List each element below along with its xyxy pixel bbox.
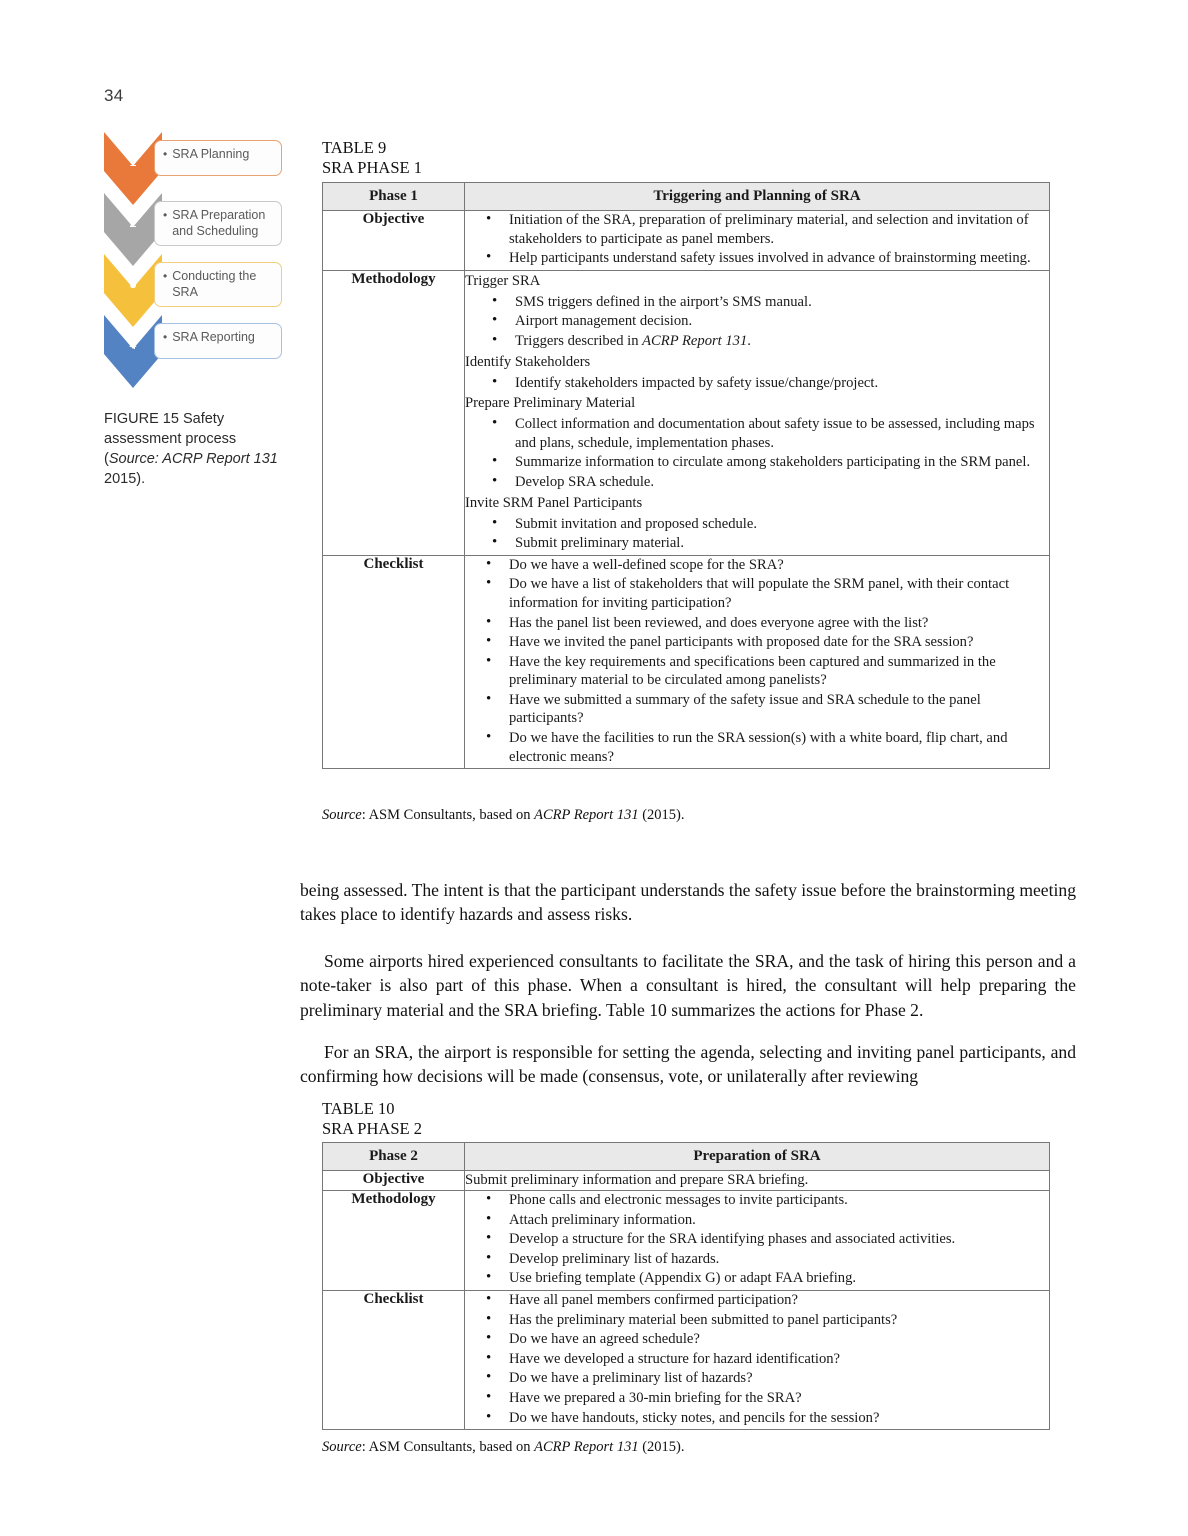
methodology-group-heading: Invite SRM Panel Participants — [465, 494, 643, 511]
bullet-icon: • — [163, 147, 168, 161]
list-item-text: Submit preliminary material. — [515, 535, 685, 552]
figure-caption-prefix: FIGURE 15 Safety assessment process ( — [104, 411, 237, 467]
bullet-icon: • — [163, 330, 168, 344]
list-item: • Attach preliminary information. — [465, 1211, 1049, 1230]
list-item: • Do we have a preliminary list of hazards? — [465, 1369, 1049, 1388]
list-item-text: Submit invitation and proposed schedule. — [515, 515, 757, 532]
figure-15-caption — [104, 409, 294, 489]
list-item-citation: ACRP Report 131 — [642, 332, 748, 349]
body-paragraph-3: For an SRA, the airport is responsible for setting the agenda, selecting and inviting panel participants, and confirming how decisions will be made (consensus, vote, or unilaterally after reviewing — [300, 1041, 1076, 1087]
process-step-1-label: SRA Planning — [172, 147, 250, 161]
list-item: • Do we have handouts, sticky notes, and pencils for the session? — [465, 1409, 1049, 1428]
body-paragraph-2: Some airports hired experienced consultants to facilitate the SRA, and the task of hiring this person and a note-taker is also part of this phase. When a consultant is hired, the consultant will help preparing the preliminary material and the SRA briefing. Table 10 summarizes the actions for Phase 2. — [300, 950, 1076, 1020]
list-item — [465, 293, 1049, 312]
table-10-checklist-content — [465, 1290, 1050, 1429]
list-item-text: Airport management decision. — [515, 313, 693, 330]
list-item: • Do we have an agreed schedule? — [465, 1330, 1049, 1349]
table-9-checklist-content — [465, 555, 1050, 769]
process-step-4-label-box — [154, 323, 282, 359]
checklist-bullet-list — [465, 1291, 1049, 1427]
list-item: • Have we prepared a 30-min briefing for the SRA? — [465, 1389, 1049, 1408]
figure-caption-suffix: 2015). — [104, 471, 146, 487]
methodology-group-heading: Identify Stakeholders — [465, 353, 591, 370]
methodology-group-list — [465, 515, 1049, 553]
table-10-title-line1: TABLE 10 — [322, 1099, 395, 1118]
list-item-text: Triggers described in — [515, 332, 643, 349]
list-item — [465, 312, 1049, 331]
list-item: • Use briefing template (Appendix G) or adapt FAA briefing. — [465, 1269, 1049, 1288]
table-row — [323, 211, 1050, 271]
list-item: • Phone calls and electronic messages to invite participants. — [465, 1191, 1049, 1210]
list-item-text: Develop SRA schedule. — [515, 473, 655, 490]
process-step-3-label: Conducting the SRA — [172, 269, 257, 299]
table-9-objective-content — [465, 211, 1050, 271]
source-citation: ACRP Report 131 — [534, 807, 639, 823]
table-10-methodology-content — [465, 1191, 1050, 1291]
source-end: (2015). — [638, 1439, 685, 1455]
list-item: • Have we invited the panel participants with proposed date for the SRA session? — [465, 633, 1049, 652]
table-10-row-label-methodology: Methodology — [323, 1191, 465, 1291]
list-item-text-end: . — [747, 332, 751, 349]
table-row — [323, 1191, 1050, 1291]
list-item: • Develop preliminary list of hazards. — [465, 1250, 1049, 1269]
table-9-sra-phase-1 — [322, 182, 1050, 769]
list-item — [465, 515, 1049, 534]
list-item: • Develop a structure for the SRA identifying phases and associated activities. — [465, 1230, 1049, 1249]
table-9-row-label-checklist: Checklist — [323, 555, 465, 769]
process-step-1-number: 1 — [129, 154, 137, 169]
process-step-2-number: 2 — [129, 215, 137, 230]
list-item — [465, 374, 1049, 393]
table-9-source — [322, 806, 685, 825]
checklist-bullet-list — [465, 556, 1049, 767]
methodology-group-heading: Prepare Preliminary Material — [465, 395, 636, 412]
list-item-text: Collect information and documentation about safety issue to be assessed, including maps and plans, schedule, implementation phases. — [515, 416, 1035, 451]
process-step-3-number: 3 — [129, 276, 137, 291]
table-9-title-line1: TABLE 9 — [322, 138, 387, 157]
source-label: Source — [322, 1439, 362, 1455]
table-10-header-phase: Phase 2 — [323, 1143, 465, 1171]
table-row — [323, 1290, 1050, 1429]
table-row-header — [323, 183, 1050, 211]
body-paragraph-1: being assessed. The intent is that the participant understands the safety issue before the brainstorming meeting takes place to identify hazards and assess risks. — [300, 879, 1076, 925]
source-label: Source — [322, 807, 362, 823]
list-item: • Have the key requirements and specifications been captured and summarized in the preliminary material to be circulated among panelists? — [465, 653, 1049, 690]
table-row — [323, 555, 1050, 769]
methodology-group-list — [465, 293, 1049, 351]
chevron-process-diagram — [104, 132, 290, 388]
list-item-text: Summarize information to circulate among stakeholders participating in the SRM panel. — [515, 454, 1031, 471]
list-item: • Has the panel list been reviewed, and does everyone agree with the list? — [465, 614, 1049, 633]
list-item: • Have all panel members confirmed participation? — [465, 1291, 1049, 1310]
process-step-1-label-box — [154, 140, 282, 176]
process-step-4-number: 4 — [129, 337, 137, 352]
table-9-header-title: Triggering and Planning of SRA — [465, 183, 1050, 211]
list-item: • Help participants understand safety issues involved in advance of brainstorming meeting. — [465, 249, 1049, 268]
list-item — [465, 332, 1049, 351]
table-row — [323, 270, 1050, 555]
table-row — [323, 1171, 1050, 1191]
list-item-text: Identify stakeholders impacted by safety issue/change/project. — [515, 374, 879, 391]
bullet-icon: • — [163, 208, 168, 222]
source-end: (2015). — [638, 807, 685, 823]
table-10-title-line2: SRA PHASE 2 — [322, 1119, 422, 1138]
table-9-row-label-objective: Objective — [323, 211, 465, 271]
figure-15-safety-assessment-process — [104, 132, 290, 388]
page-number: 34 — [104, 86, 124, 105]
list-item: • Have we submitted a summary of the safety issue and SRA schedule to the panel participants? — [465, 691, 1049, 728]
bullet-icon: • — [163, 269, 168, 283]
table-9-title-line2: SRA PHASE 1 — [322, 158, 422, 177]
process-step-3-label-box — [154, 262, 282, 307]
source-mid: : ASM Consultants, based on — [361, 807, 535, 823]
list-item — [465, 473, 1049, 492]
list-item-text: SMS triggers defined in the airport’s SMS manual. — [515, 293, 812, 310]
table-10-sra-phase-2 — [322, 1142, 1050, 1430]
table-9-header-phase: Phase 1 — [323, 183, 465, 211]
table-10-source — [322, 1438, 685, 1457]
methodology-group-list — [465, 415, 1049, 491]
table-10-row-label-objective: Objective — [323, 1171, 465, 1191]
list-item: • Has the preliminary material been submitted to panel participants? — [465, 1311, 1049, 1330]
source-mid: : ASM Consultants, based on — [361, 1439, 535, 1455]
process-step-2-label: SRA Preparation and Scheduling — [172, 208, 266, 238]
table-10-row-label-checklist: Checklist — [323, 1290, 465, 1429]
table-row-header — [323, 1143, 1050, 1171]
figure-caption-source: Source: ACRP Report 131 — [108, 451, 278, 467]
list-item: • Do we have a well-defined scope for the SRA? — [465, 556, 1049, 575]
process-step-4-label: SRA Reporting — [172, 330, 255, 344]
list-item: • Do we have a list of stakeholders that will populate the SRM panel, with their contact information for inviting participation? — [465, 575, 1049, 612]
list-item — [465, 415, 1049, 452]
list-item — [465, 453, 1049, 472]
table-10-header-title: Preparation of SRA — [465, 1143, 1050, 1171]
table-9-methodology-content — [465, 270, 1050, 555]
methodology-bullet-list — [465, 1191, 1049, 1288]
list-item: • Have we developed a structure for hazard identification? — [465, 1350, 1049, 1369]
source-citation: ACRP Report 131 — [534, 1439, 639, 1455]
table-10-objective-content: Submit preliminary information and prepare SRA briefing. — [465, 1171, 1050, 1191]
list-item: • Do we have the facilities to run the SRA session(s) with a white board, flip chart, and electronic means? — [465, 729, 1049, 766]
table-10-title — [322, 1099, 422, 1139]
table-9-row-label-methodology: Methodology — [323, 270, 465, 555]
list-item: • Initiation of the SRA, preparation of preliminary material, and selection and invitation of stakeholders to participate as panel members. — [465, 211, 1049, 248]
methodology-group-list — [465, 374, 1049, 393]
table-9-title — [322, 138, 422, 178]
list-item — [465, 534, 1049, 553]
methodology-group-heading: Trigger SRA — [465, 272, 541, 289]
process-step-2-label-box — [154, 201, 282, 246]
objective-bullet-list — [465, 211, 1049, 268]
